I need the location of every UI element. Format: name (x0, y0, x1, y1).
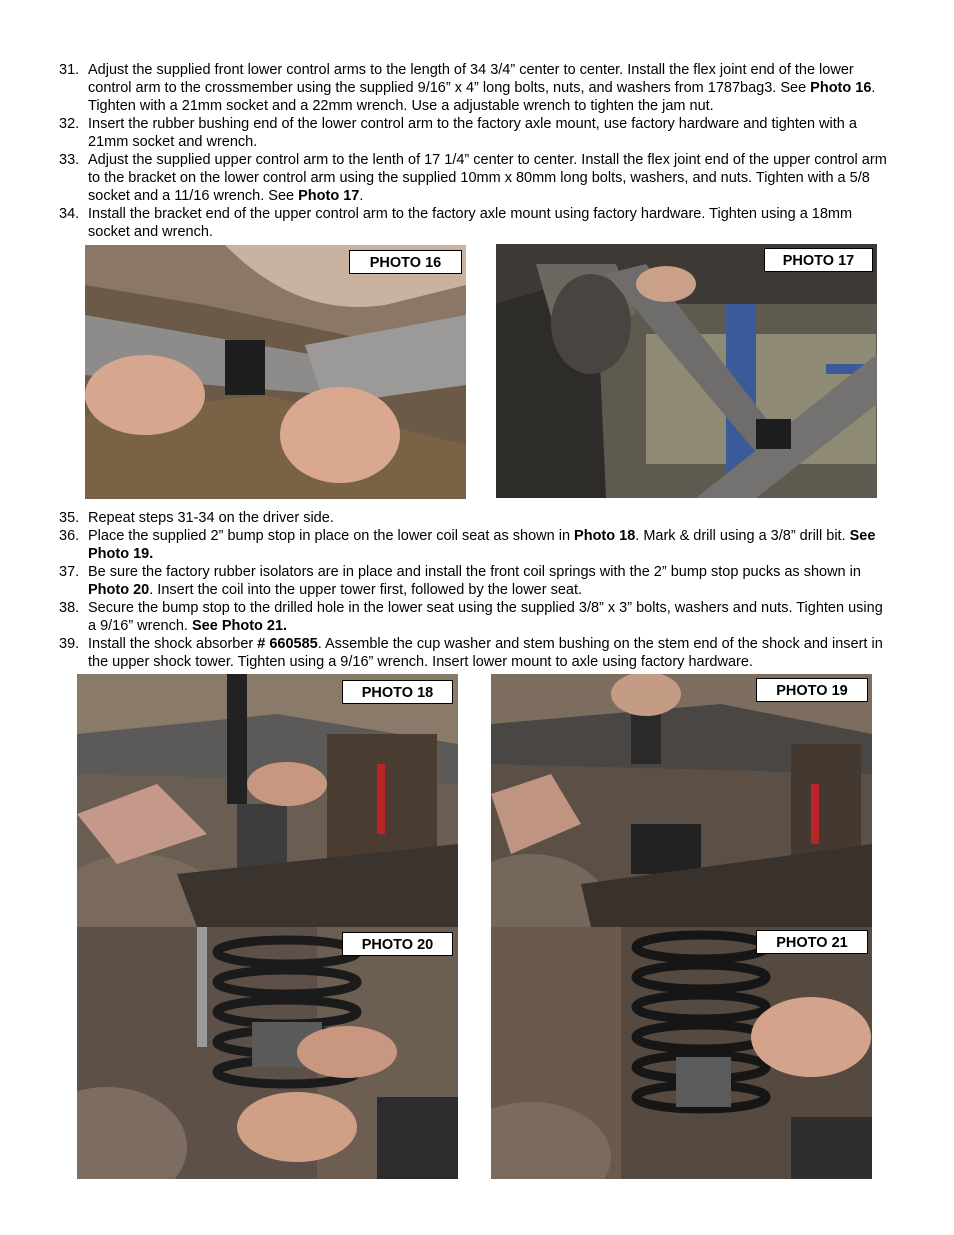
step-text (88, 61, 889, 115)
step-number: 38. (59, 600, 80, 616)
step-text (88, 527, 889, 563)
photo-19-label: PHOTO 19 (756, 678, 868, 702)
step-text (88, 563, 889, 599)
step-text-run: . (359, 188, 364, 204)
step-number: 39. (59, 636, 80, 652)
step-number: 34. (59, 206, 80, 222)
photo-18-label: PHOTO 18 (342, 680, 453, 704)
step-number: 36. (59, 528, 80, 544)
photo-17-label: PHOTO 17 (764, 248, 873, 272)
photo-17-image (496, 244, 877, 498)
photo-16-image (85, 245, 466, 499)
step-item (59, 115, 889, 151)
step-text-bold: Photo 18 (574, 528, 636, 544)
step-number: 31. (59, 62, 80, 78)
step-text (88, 509, 889, 527)
step-text-run: Adjust the supplied upper control arm to the lenth of 17 1/4” center to center. Install the flex joint end of the upper control arm to the bracket on the lower control arm using the supplied 10mm x 80mm long bolts, washers, and nuts. Tighten with a 5/8 socket and a 11/16 wrench. See (88, 152, 887, 204)
photo-21-image (491, 927, 872, 1179)
steps-list-a (59, 61, 889, 241)
step-text (88, 151, 889, 205)
step-text (88, 599, 889, 635)
photo-21-label: PHOTO 21 (756, 930, 868, 954)
step-text-run: . Tighten with a 21mm socket and a 22mm wrench. Use a adjustable wrench to tighten the jam nut. (88, 80, 876, 114)
step-text-bold: See Photo 21. (191, 618, 288, 634)
photo-20-image (77, 927, 458, 1179)
step-item (59, 509, 889, 527)
step-item (59, 599, 889, 635)
step-text (88, 115, 889, 151)
step-item (59, 151, 889, 205)
step-text-run: Repeat steps 31-34 on the driver side. (88, 510, 334, 526)
step-text-bold: Photo 16 (810, 80, 872, 96)
step-item (59, 61, 889, 115)
step-text-bold: Photo 17 (298, 188, 360, 204)
photo-18-image (77, 674, 458, 927)
steps-list-b (59, 509, 889, 671)
step-item (59, 635, 889, 671)
step-text-run: Install the bracket end of the upper control arm to the factory axle mount using factory hardware. Tighten using a 18mm socket and wrench. (88, 206, 853, 240)
step-text-bold: Photo 20 (88, 582, 150, 598)
step-text-bold: # 660585 (257, 636, 318, 652)
step-text-bold: See Photo 19. (88, 528, 876, 562)
photo-16-label: PHOTO 16 (349, 250, 462, 274)
step-text (88, 635, 889, 671)
step-text-run: . Mark & drill using a 3/8” drill bit. (635, 528, 850, 544)
step-text-run: . Assemble the cup washer and stem bushing on the stem end of the shock and insert in the upper shock tower. Tighten using a 9/16” wrench. Insert lower mount to axle using factory hardware. (88, 636, 883, 670)
photo-19-image (491, 674, 872, 927)
step-item (59, 563, 889, 599)
step-number: 37. (59, 564, 80, 580)
step-number: 35. (59, 510, 80, 526)
step-number: 32. (59, 116, 80, 132)
step-text-run: Place the supplied 2” bump stop in place on the lower coil seat as shown in (88, 528, 575, 544)
step-item (59, 205, 889, 241)
step-item (59, 527, 889, 563)
step-text-run: Install the shock absorber (88, 636, 258, 652)
step-text (88, 205, 889, 241)
step-text-run: Adjust the supplied front lower control arms to the length of 34 3/4” center to center. Install the flex joint end of the lower control arm to the crossmember using the supplied 9/16” x 4” long bolts, nuts, and washers from 1787bag3. See (88, 62, 854, 96)
step-text-run: Insert the rubber bushing end of the lower control arm to the factory axle mount, use factory hardware and tighten with a 21mm socket and wrench. (88, 116, 857, 150)
step-text-run: Be sure the factory rubber isolators are in place and install the front coil springs with the 2” bump stop pucks as shown in (88, 564, 861, 580)
step-number: 33. (59, 152, 80, 168)
step-text-run: Secure the bump stop to the drilled hole in the lower seat using the supplied 3/8” x 3” bolts, washers and nuts. Tighten using a 9/16” wrench. (88, 600, 883, 634)
photo-20-label: PHOTO 20 (342, 932, 453, 956)
step-text-run: . Insert the coil into the upper tower first, followed by the lower seat. (149, 582, 583, 598)
